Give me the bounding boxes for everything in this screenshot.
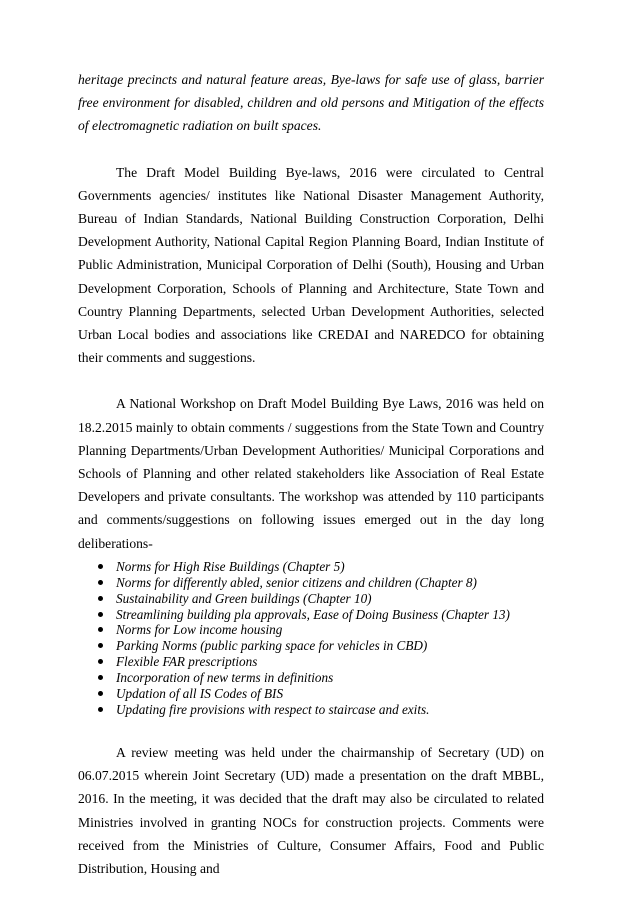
list-item [78,702,544,718]
list-item-text: Incorporation of new terms in definitions [116,670,334,686]
document-page [78,68,544,880]
list-item [78,559,544,575]
list-item [78,670,544,686]
list-item [78,575,544,591]
list-item-text: Flexible FAR prescriptions [116,654,258,670]
bullet-icon [98,627,103,632]
bullet-icon [98,707,103,712]
list-item [78,638,544,654]
workshop-issues-list [78,559,544,718]
paragraph-spacer [78,369,544,392]
list-item-text: Norms for Low income housing [116,622,283,638]
list-item [78,686,544,702]
paragraph-spacer [78,138,544,161]
paragraph-heritage-bye-laws: heritage precincts and natural feature areas, Bye-laws for safe use of glass, barrier free environment for disabled, children and old persons and Mitigation of the effects of electromagnetic radiation on built spaces. [78,72,544,134]
bullet-icon [98,612,103,617]
list-item [78,607,544,623]
bullet-icon [98,564,103,569]
bullet-icon [98,675,103,680]
list-item [78,622,544,638]
bullet-icon [98,659,103,664]
list-item-text: Norms for differently abled, senior citizens and children (Chapter 8) [116,574,477,590]
list-item-text: Parking Norms (public parking space for vehicles in CBD) [116,638,428,654]
bullet-icon [98,596,103,601]
paragraph-draft-circulation: The Draft Model Building Bye-laws, 2016 were circulated to Central Governments agencies/ institutes like National Disaster Management Authority, Bureau of Indian Standards, National Building Construction Corporation, Delhi Development Authority, National Capital Region Planning Board, Indian Institute of Public Administration, Municipal Corporation of Delhi (South), Housing and Urban Development Corporation, Schools of Planning and Architecture, State Town and Country Planning Departments, selected Urban Development Authorities, selected Urban Local bodies and associations like CREDAI and NAREDCO for obtaining their comments and suggestions. [78,164,544,366]
list-item-text: Norms for High Rise Buildings (Chapter 5) [116,558,345,574]
bullet-icon [98,580,103,585]
list-item [78,591,544,607]
list-item [78,654,544,670]
list-item-text: Updation of all IS Codes of BIS [116,686,284,702]
bullet-icon [98,643,103,648]
list-item-text: Updating fire provisions with respect to staircase and exits. [116,702,430,718]
paragraph-review-meeting: A review meeting was held under the chairmanship of Secretary (UD) on 06.07.2015 wherein Joint Secretary (UD) made a presentation on the draft MBBL, 2016. In the meeting, it was decided that the draft may also be circulated to related Ministries involved in granting NOCs for construction projects. Comments were received from the Ministries of Culture, Consumer Affairs, Food and Public Distribution, Housing and [78,744,544,876]
paragraph-national-workshop: A National Workshop on Draft Model Building Bye Laws, 2016 was held on 18.2.2015 mainly to obtain comments / suggestions from the State Town and Country Planning Departments/Urban Development Authorities/ Municipal Corporations and Schools of Planning and other related stakeholders like Association of Real Estate Developers and private consultants. The workshop was attended by 110 participants and comments/suggestions on following issues emerged out in the day long deliberations- [78,396,544,551]
list-item-text: Streamlining building pla approvals, Ease of Doing Business (Chapter 13) [116,606,510,622]
paragraph-spacer [78,718,544,741]
list-item-text: Sustainability and Green buildings (Chapter 10) [116,590,372,606]
bullet-icon [98,691,103,696]
